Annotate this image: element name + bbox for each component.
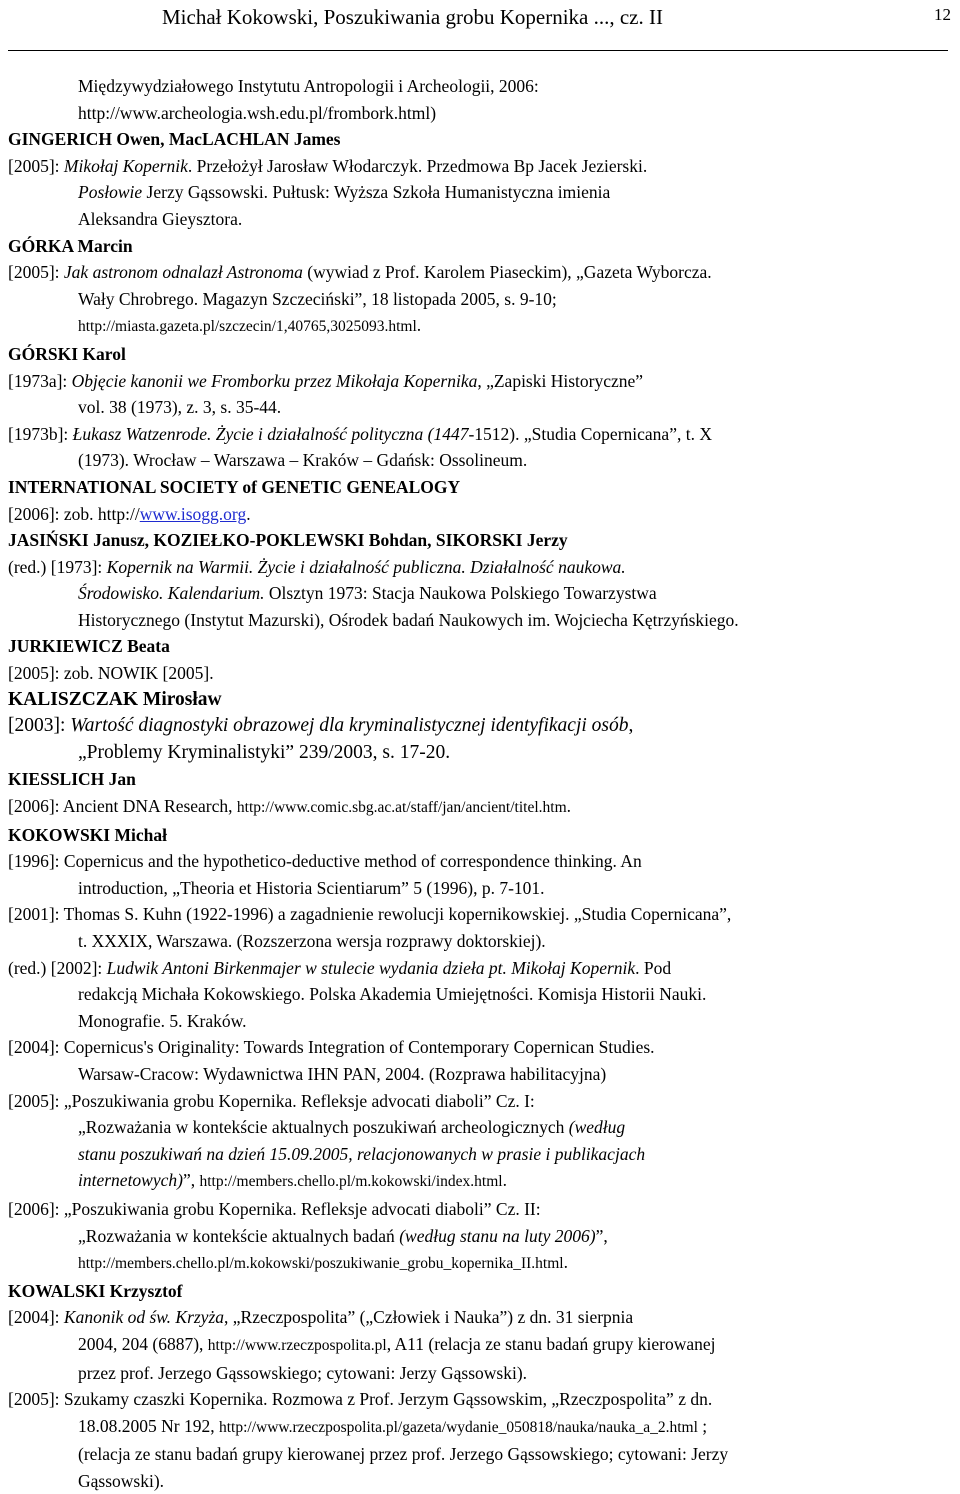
bib-line: http://www.archeologia.wsh.edu.pl/frombork.html) <box>78 102 437 123</box>
bib-entry: [2003]: Wartość diagnostyki obrazowej dla kryminalistycznej identyfikacji osób, <box>8 715 634 737</box>
bib-line: Aleksandra Gieysztora. <box>78 208 243 229</box>
bib-entry: [1973b]: Łukasz Watzenrode. Życie i działalność polityczna (1447-1512). „Studia Copernicana”, t. X <box>8 423 712 444</box>
link[interactable]: http://members.chello.pl/m.kokowski/index.html <box>199 1173 503 1191</box>
bib-line: 2004, 204 (6887), http://www.rzeczpospolita.pl, A11 (relacja ze stanu badań grupy kierowanej <box>78 1333 716 1354</box>
link[interactable]: http://www.rzeczpospolita.pl <box>207 1336 387 1354</box>
link[interactable]: http://miasta.gazeta.pl/szczecin/1,40765,3025093.html <box>78 318 417 336</box>
bib-entry: [2004]: Copernicus's Originality: Towards Integration of Contemporary Copernican Studies. <box>8 1037 655 1058</box>
bib-entry: [2004]: Kanonik od św. Krzyża, „Rzeczpospolita” („Człowiek i Nauka”) z dn. 31 sierpnia <box>8 1307 634 1328</box>
bib-line: 18.08.2005 Nr 192, http://www.rzeczpospolita.pl/gazeta/wydanie_050818/nauka/nauka_a_2.html ; <box>78 1415 708 1436</box>
bib-line: Historycznego (Instytut Mazurski), Ośrodek badań Naukowych im. Wojciecha Kętrzyńskiego. <box>78 609 739 630</box>
bib-line: „Problemy Kryminalistyki” 239/2003, s. 17-20. <box>78 741 451 763</box>
bib-line: http://members.chello.pl/m.kokowski/poszukiwanie_grobu_kopernika_II.html. <box>78 1252 568 1273</box>
bib-line: przez prof. Jerzego Gąssowskiego; cytowani: Jerzy Gąssowski). <box>78 1362 528 1383</box>
link[interactable]: www.isogg.org <box>139 503 247 524</box>
bib-entry: [2005]: „Poszukiwania grobu Kopernika. Refleksje advocati diaboli” Cz. I: <box>8 1090 535 1111</box>
bib-entry: [2005]: Szukamy czaszki Kopernika. Rozmowa z Prof. Jerzym Gąssowskim, „Rzeczpospolita” z dn. <box>8 1389 713 1410</box>
author-heading: JURKIEWICZ Beata <box>8 636 170 657</box>
bib-entry: (red.) [1973]: Kopernik na Warmii. Życie i działalność publiczna. Działalność naukowa. <box>8 556 626 577</box>
bib-entry: [1973a]: Objęcie kanonii we Fromborku przez Mikołaja Kopernika, „Zapiski Historyczne” <box>8 370 644 391</box>
bib-line: stanu poszukiwań na dzień 15.09.2005, relacjonowanych w prasie i publikacjach <box>78 1143 646 1164</box>
bib-line: „Rozważania w kontekście aktualnych poszukiwań archeologicznych (według <box>78 1117 626 1138</box>
author-heading: GINGERICH Owen, MacLACHLAN James <box>8 129 341 150</box>
page-number: 12 <box>934 5 951 24</box>
bib-line: „Rozważania w kontekście aktualnych badań (według stanu na luty 2006)”, <box>78 1225 608 1246</box>
author-heading: KIESSLICH Jan <box>8 769 136 790</box>
bib-line: vol. 38 (1973), z. 3, s. 35-44. <box>78 397 282 418</box>
link[interactable]: http://members.chello.pl/m.kokowski/poszukiwanie_grobu_kopernika_II.html <box>78 1255 564 1273</box>
bib-entry: [2006]: „Poszukiwania grobu Kopernika. Refleksje advocati diaboli” Cz. II: <box>8 1198 541 1219</box>
header-rule <box>8 50 948 51</box>
bib-entry: [2001]: Thomas S. Kuhn (1922-1996) a zagadnienie rewolucji kopernikowskiej. „Studia Copernicana”, <box>8 904 732 925</box>
author-heading: GÓRKA Marcin <box>8 235 133 256</box>
bib-line: Monografie. 5. Kraków. <box>78 1010 247 1031</box>
page-header <box>0 0 960 40</box>
bib-entry: [1996]: Copernicus and the hypothetico-deductive method of correspondence thinking. An <box>8 851 642 872</box>
bib-line: Środowisko. Kalendarium. Olsztyn 1973: Stacja Naukowa Polskiego Towarzystwa <box>78 583 657 604</box>
bib-entry: [2005]: Mikołaj Kopernik. Przełożył Jarosław Włodarczyk. Przedmowa Bp Jacek Jezierski. <box>8 155 648 176</box>
bib-line: http://miasta.gazeta.pl/szczecin/1,40765,3025093.html. <box>78 315 422 336</box>
bib-entry: (red.) [2002]: Ludwik Antoni Birkenmajer w stulecie wydania dzieła pt. Mikołaj Kopernik. Pod <box>8 957 672 978</box>
bib-line: (1973). Wrocław – Warszawa – Kraków – Gdańsk: Ossolineum. <box>78 450 528 471</box>
bib-line: Wały Chrobrego. Magazyn Szczeciński”, 18 listopada 2005, s. 9-10; <box>78 288 557 309</box>
bib-line: t. XXXIX, Warszawa. (Rozszerzona wersja rozprawy doktorskiej). <box>78 931 546 951</box>
author-heading: KOWALSKI Krzysztof <box>8 1280 183 1301</box>
bib-entry: [2005]: zob. NOWIK [2005]. <box>8 663 214 684</box>
author-heading: KALISZCZAK Mirosław <box>8 688 222 710</box>
author-heading: JASIŃSKI Janusz, KOZIEŁKO-POKLEWSKI Bohdan, SIKORSKI Jerzy <box>8 530 568 551</box>
bib-line: internetowych)”, http://members.chello.pl/m.kokowski/index.html. <box>78 1170 507 1191</box>
bib-line: Międzywydziałowego Instytutu Antropologii i Archeologii, 2006: <box>78 76 539 96</box>
link[interactable]: http://www.comic.sbg.ac.at/staff/jan/ancient/titel.htm <box>236 799 567 817</box>
bibliography <box>8 73 956 1494</box>
author-heading: INTERNATIONAL SOCIETY of GENETIC GENEALOGY <box>8 476 461 497</box>
author-heading: KOKOWSKI Michał <box>8 824 167 845</box>
bib-line: (relacja ze stanu badań grupy kierowanej przez prof. Jerzego Gąssowskiego; cytowani: Jerzy <box>78 1444 729 1465</box>
bib-entry: [2006]: Ancient DNA Research, http://www.comic.sbg.ac.at/staff/jan/ancient/titel.htm. <box>8 796 572 817</box>
bib-entry: [2005]: Jak astronom odnalazł Astronoma (wywiad z Prof. Karolem Piaseckim), „Gazeta Wyborcza. <box>8 262 712 283</box>
bib-line: Gąssowski). <box>78 1470 165 1491</box>
bib-line: Warsaw-Cracow: Wydawnictwa IHN PAN, 2004. (Rozprawa habilitacyjna) <box>78 1063 607 1084</box>
running-title: Michał Kokowski, Poszukiwania grobu Kopernika ..., cz. II <box>162 5 663 29</box>
bib-line: introduction, „Theoria et Historia Scientiarum” 5 (1996), p. 7-101. <box>78 877 545 898</box>
author-heading: GÓRSKI Karol <box>8 343 126 364</box>
bib-line: Posłowie Jerzy Gąssowski. Pułtusk: Wyższa Szkoła Humanistyczna imienia <box>78 182 611 203</box>
bib-line: redakcją Michała Kokowskiego. Polska Akademia Umiejętności. Komisja Historii Nauki. <box>78 984 707 1005</box>
link[interactable]: http://www.rzeczpospolita.pl/gazeta/wydanie_050818/nauka/nauka_a_2.html <box>218 1418 698 1436</box>
bib-entry: [2006]: zob. http://www.isogg.org. <box>8 503 251 524</box>
